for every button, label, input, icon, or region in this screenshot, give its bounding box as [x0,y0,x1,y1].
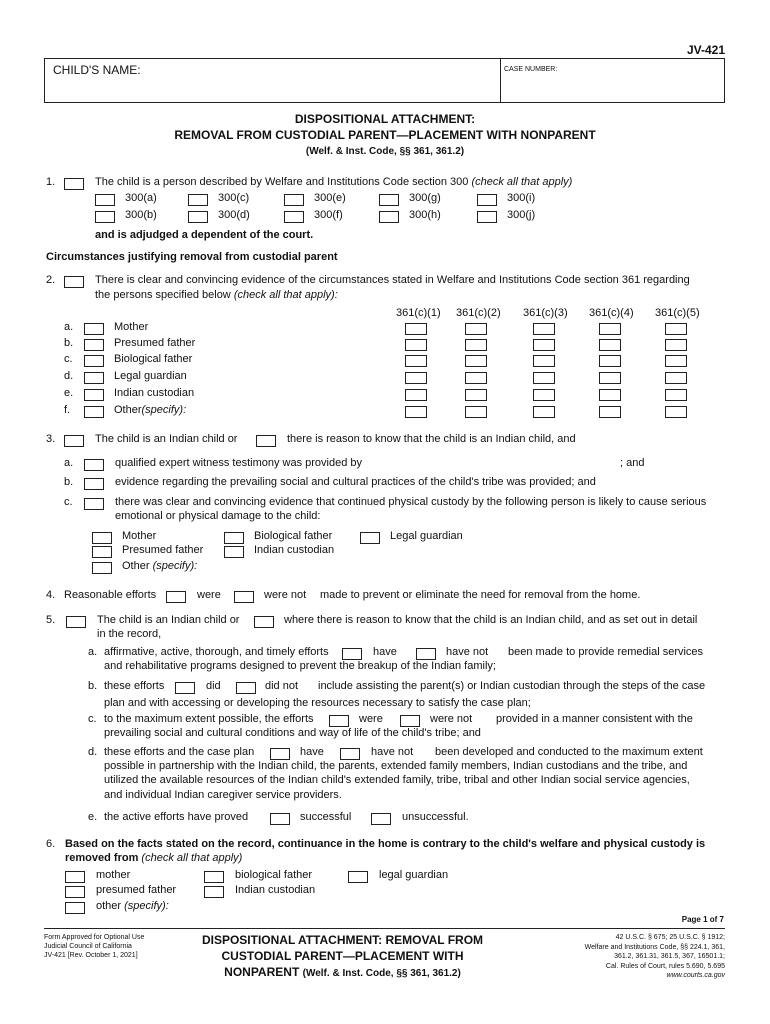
form-id: JV-421 [686,43,725,57]
item2-row-letter: d. [64,370,74,382]
item2-mother-checkbox[interactable] [84,323,104,335]
item1-number: 1. [46,176,56,188]
item3a-checkbox[interactable] [84,459,104,471]
item3c-other-label: Other (specify): [122,560,198,572]
item5a-letter: a. [88,646,98,658]
item2-biological-father-col3-checkbox[interactable] [533,355,555,367]
item2-mother-label: Mother [114,321,149,333]
footer-right-line1: 42 U.S.C. § 675; 25 U.S.C. § 1912; [615,934,725,941]
item3a-text: qualified expert witness testimony was provided by [115,457,363,469]
item5-text-b: where there is reason to know that the child is an Indian child, and as set out in detail [284,614,698,626]
item2-legal-guardian-col2-checkbox[interactable] [465,372,487,384]
col-361c1: 361(c)(1) [396,307,441,319]
item2-row-letter: f. [64,404,71,416]
item2-line1: There is clear and convincing evidence of the circumstances stated in Welfare and Institutions Code section 361 regarding [95,274,690,286]
item2-other-col2-checkbox[interactable] [465,406,487,418]
item2-biological-father-checkbox[interactable] [84,355,104,367]
item2-indian-custodian-col5-checkbox[interactable] [665,389,687,401]
item5e-unsuccessful-label: unsuccessful. [402,811,469,823]
item4-text: Reasonable efforts [64,589,157,601]
item6-presumed-father-label: presumed father [96,884,177,896]
item5-number: 5. [46,614,56,626]
item5d-have-checkbox[interactable] [270,748,290,760]
item2-line2: the persons specified below (check all that apply): [95,289,338,301]
item2-presumed-father-checkbox[interactable] [84,339,104,351]
checkbox-300g[interactable] [379,194,399,206]
item2-number: 2. [46,274,56,286]
item5b-did-not-checkbox[interactable] [236,682,256,694]
item4-were-checkbox[interactable] [166,591,186,603]
label-300c: 300(c) [218,192,250,204]
checkbox-300c[interactable] [188,194,208,206]
item2-other-checkbox[interactable] [84,406,104,418]
item2-checkbox[interactable] [64,276,84,288]
label-300e: 300(e) [314,192,346,204]
item2-other-col3-checkbox[interactable] [533,406,555,418]
item2-legal-guardian-col1-checkbox[interactable] [405,372,427,384]
checkbox-300e[interactable] [284,194,304,206]
item2-biological-father-label: Biological father [114,353,193,365]
item3-reason-to-know-checkbox[interactable] [256,435,276,447]
item6-other-field[interactable] [180,899,510,913]
item5d-have-not-checkbox[interactable] [340,748,360,760]
title-line2: REMOVAL FROM CUSTODIAL PARENT—PLACEMENT WITH NONPARENT [174,128,596,142]
page-number: Page 1 of 7 [681,915,724,924]
item3c-mother-checkbox[interactable] [92,532,112,544]
item3c-biological-father-checkbox[interactable] [224,532,244,544]
item5b-text: these efforts [104,680,165,692]
item5b-did-label: did [206,680,221,692]
header-divider [500,58,501,103]
item5d-letter: d. [88,746,98,758]
item4-were-not-checkbox[interactable] [234,591,254,603]
footer-divider [44,928,725,929]
item4-end: made to prevent or eliminate the need for removal from the home. [320,589,641,601]
item6-legal-guardian-label: legal guardian [379,869,449,881]
item5c-end: provided in a manner consistent with the [496,713,693,725]
item2-indian-custodian-col4-checkbox[interactable] [599,389,621,401]
item5-text-a: The child is an Indian child or [97,614,240,626]
item5d-have-label: have [300,746,324,758]
footer-right-line4: Cal. Rules of Court, rules 5.690, 5.695 [605,962,725,970]
item2-presumed-father-label: Presumed father [114,337,196,349]
courts-website-link[interactable]: www.courts.ca.gov [666,972,725,979]
item2-biological-father-col2-checkbox[interactable] [465,355,487,367]
item6-line2: removed from (check all that apply) [65,852,243,864]
item6-presumed-father-checkbox[interactable] [65,886,85,898]
item6-indian-custodian-checkbox[interactable] [204,886,224,898]
case-number-label: CASE NUMBER: [504,66,558,73]
section-heading: Circumstances justifying removal from custodial parent [46,251,338,263]
item2-other-col1-checkbox[interactable] [405,406,427,418]
item6-other-label: other (specify): [96,900,169,912]
item5-reason-to-know-checkbox[interactable] [254,616,274,628]
label-300g: 300(g) [409,192,441,204]
item2-presumed-father-col1-checkbox[interactable] [405,339,427,351]
item3c-line2: emotional or physical damage to the child: [115,510,321,522]
item5d-line4: and individual Indian caregiver service providers. [104,789,342,801]
label-300f: 300(f) [314,209,343,221]
item6-mother-checkbox[interactable] [65,871,85,883]
item2-presumed-father-col5-checkbox[interactable] [665,339,687,351]
case-number-field[interactable] [504,76,720,100]
col-361c2: 361(c)(2) [456,307,501,319]
item3c-legal-guardian-checkbox[interactable] [360,532,380,544]
item4-were-label: were [197,589,221,601]
item5a-line2: and rehabilitative programs designed to prevent the breakup of the Indian family; [104,660,496,672]
item3c-other-checkbox[interactable] [92,562,112,574]
item3c-presumed-father-checkbox[interactable] [92,546,112,558]
footer-left-line3: JV-421 [Rev. October 1, 2021] [44,952,138,959]
item2-mother-col4-checkbox[interactable] [599,323,621,335]
checkbox-300a[interactable] [95,194,115,206]
item2-other-col4-checkbox[interactable] [599,406,621,418]
item3c-other-field[interactable] [210,559,510,573]
item2-other-label: Other(specify): [114,404,187,416]
item5e-successful-checkbox[interactable] [270,813,290,825]
item2-row-letter: b. [64,337,74,349]
item2-other-col5-checkbox[interactable] [665,406,687,418]
title-line3: (Welf. & Inst. Code, §§ 361, 361.2) [305,146,465,157]
item2-indian-custodian-label: Indian custodian [114,387,195,399]
item2-indian-custodian-col2-checkbox[interactable] [465,389,487,401]
checkbox-300j[interactable] [477,211,497,223]
item1-checkbox[interactable] [64,178,84,190]
item2-mother-col2-checkbox[interactable] [465,323,487,335]
item2-biological-father-col4-checkbox[interactable] [599,355,621,367]
item5b-line2: plan and with accessing or developing the resources necessary to satisfy the case plan; [104,697,531,709]
item2-mother-col1-checkbox[interactable] [405,323,427,335]
item5a-have-not-label: have not [446,646,489,658]
item5e-letter: e. [88,811,98,823]
col-361c4: 361(c)(4) [589,307,634,319]
item2-indian-custodian-col1-checkbox[interactable] [405,389,427,401]
item5c-were-label: were [359,713,383,725]
item1-text: The child is a person described by Welfare and Institutions Code section 300 (check all that apply) [95,176,573,188]
item5a-text: affirmative, active, thorough, and timely efforts [104,646,329,658]
item3-text-a: The child is an Indian child or [95,433,238,445]
item3c-letter: c. [64,496,73,508]
footer-right-line2: Welfare and Institutions Code, §§ 224.1, 361, [584,943,725,951]
item6-mother-label: mother [96,869,131,881]
item5b-end: include assisting the parent(s) or Indian custodian through the steps of the case [318,680,706,692]
item5d-line3: utilized the available resources of the Indian child's extended family, tribe, tribal and other Indian social service agencies, [104,774,690,786]
item3c-indian-custodian-checkbox[interactable] [224,546,244,558]
item2-row-letter: c. [64,353,73,365]
item5b-did-checkbox[interactable] [175,682,195,694]
item1-adjudged: and is adjudged a dependent of the court. [95,229,314,241]
footer-title [170,932,515,982]
item6-biological-father-label: biological father [235,869,313,881]
item5b-letter: b. [88,680,98,692]
item5-line2: in the record, [97,628,162,640]
label-300j: 300(j) [507,209,536,221]
footer-left-line1: Form Approved for Optional Use [44,934,145,941]
specify-note: (specify): [141,404,187,416]
footer-title-line2: CUSTODIAL PARENT—PLACEMENT WITH [221,949,464,963]
item2-row-letter: e. [64,387,74,399]
item6-biological-father-checkbox[interactable] [204,871,224,883]
item2-presumed-father-col2-checkbox[interactable] [465,339,487,351]
item3-text-b: there is reason to know that the child is an Indian child, and [287,433,576,445]
item2-indian-custodian-checkbox[interactable] [84,389,104,401]
item2-row-letter: a. [64,321,74,333]
item3c-checkbox[interactable] [84,498,104,510]
footer-title-line3: NONPARENT (Welf. & Inst. Code, §§ 361, 361.2) [224,965,461,979]
checkbox-300d[interactable] [188,211,208,223]
footer-left-line2: Judicial Council of California [44,943,132,950]
footer-left [44,933,144,960]
checkbox-300h[interactable] [379,211,399,223]
item6-legal-guardian-checkbox[interactable] [348,871,368,883]
item3c-presumed-father-label: Presumed father [122,544,204,556]
label-300h: 300(h) [409,209,441,221]
item3c-line1: there was clear and convincing evidence that continued physical custody by the following person is likely to cause serious [115,496,707,508]
item5c-were-not-label: were not [430,713,473,725]
item3a-end: ; and [620,457,645,469]
item2-mother-col3-checkbox[interactable] [533,323,555,335]
item2-indian-custodian-col3-checkbox[interactable] [533,389,555,401]
item2-mother-col5-checkbox[interactable] [665,323,687,335]
checkbox-300f[interactable] [284,211,304,223]
item2-legal-guardian-col4-checkbox[interactable] [599,372,621,384]
childs-name-label: CHILD'S NAME: [53,63,141,77]
label-300b: 300(b) [125,209,157,221]
item3c-mother-label: Mother [122,530,157,542]
item5a-have-label: have [373,646,397,658]
item2-presumed-father-col3-checkbox[interactable] [533,339,555,351]
item5a-have-not-checkbox[interactable] [416,648,436,660]
title-line1: DISPOSITIONAL ATTACHMENT: [294,112,476,126]
footer-title-line1: DISPOSITIONAL ATTACHMENT: REMOVAL FROM [201,933,484,947]
label-300a: 300(a) [125,192,157,204]
footer-right-line3: 361.2, 361.31, 361.5, 367, 16501.1; [614,953,725,960]
item5a-end: been made to provide remedial services [508,646,704,658]
item5c-text: to the maximum extent possible, the efforts [104,713,314,725]
item5c-were-checkbox[interactable] [329,715,349,727]
item5c-were-not-checkbox[interactable] [400,715,420,727]
item2-legal-guardian-label: Legal guardian [114,370,187,382]
item3c-indian-custodian-label: Indian custodian [254,544,335,556]
item5c-line2: prevailing social and cultural conditions and way of life of the child's tribe; and [104,727,481,739]
item2-legal-guardian-col5-checkbox[interactable] [665,372,687,384]
item4-were-not-label: were not [264,589,307,601]
item5c-letter: c. [88,713,97,725]
item6-number: 6. [46,838,56,850]
label-300i: 300(i) [507,192,536,204]
label-300d: 300(d) [218,209,250,221]
item5d-have-not-label: have not [371,746,414,758]
item5e-unsuccessful-checkbox[interactable] [371,813,391,825]
item5e-text: the active efforts have proved [104,811,249,823]
item6-indian-custodian-label: Indian custodian [235,884,316,896]
item3a-letter: a. [64,457,74,469]
col-361c5: 361(c)(5) [655,307,700,319]
col-361c3: 361(c)(3) [523,307,568,319]
item5b-did-not-label: did not [265,680,299,692]
checkbox-300i[interactable] [477,194,497,206]
item5a-have-checkbox[interactable] [342,648,362,660]
item4-number: 4. [46,589,56,601]
item3b-text: evidence regarding the prevailing social and cultural practices of the child's tribe was provided; and [115,476,596,488]
item5e-successful-label: successful [300,811,352,823]
item3c-legal-guardian-label: Legal guardian [390,530,463,542]
item3b-checkbox[interactable] [84,478,104,490]
item3b-letter: b. [64,476,74,488]
item2-biological-father-col5-checkbox[interactable] [665,355,687,367]
item3-indian-child-checkbox[interactable] [64,435,84,447]
expert-witness-field[interactable] [375,456,615,470]
item5d-text: these efforts and the case plan [104,746,255,758]
item2-legal-guardian-col3-checkbox[interactable] [533,372,555,384]
checkbox-300b[interactable] [95,211,115,223]
item5d-line2: possible in partnership with the Indian child, the parents, extended family members, Indian custodians and the tribe, and [104,760,688,772]
childs-name-field[interactable] [40,73,495,99]
item2-presumed-father-col4-checkbox[interactable] [599,339,621,351]
item2-legal-guardian-checkbox[interactable] [84,372,104,384]
item5-indian-child-checkbox[interactable] [66,616,86,628]
item6-other-checkbox[interactable] [65,902,85,914]
item3-number: 3. [46,433,56,445]
item2-biological-father-col1-checkbox[interactable] [405,355,427,367]
item5d-end: been developed and conducted to the maximum extent [435,746,703,758]
footer-right [585,933,725,981]
item3c-biological-father-label: Biological father [254,530,333,542]
item6-line1: Based on the facts stated on the record, continuance in the home is contrary to the child's welfare and physical custody is [65,838,706,850]
